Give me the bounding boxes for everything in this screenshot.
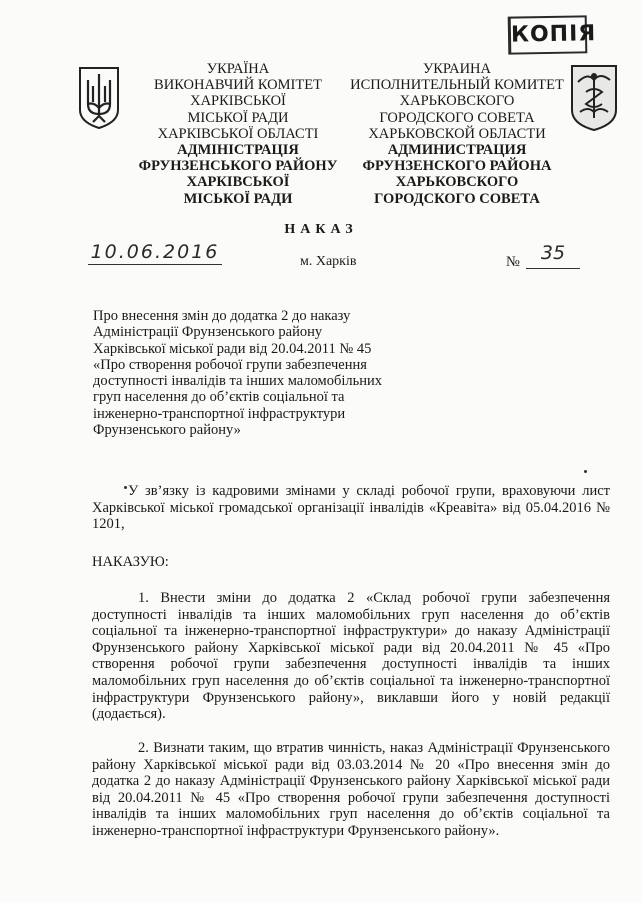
document-date: 10.06.2016 [88, 240, 222, 265]
scan-speck [584, 470, 587, 473]
header-line: АДМИНИСТРАЦИЯ [387, 142, 527, 159]
header-line: МІСЬКОЇ РАДИ [183, 190, 293, 207]
header-line: УКРАИНА [422, 61, 492, 77]
order-heading: НАКАЗУЮ: [92, 554, 169, 570]
header-line: ХАРКІВСЬКОЇ [186, 174, 290, 191]
order-item-1: 1. Внести зміни до додатка 2 «Склад робочої групи забезпечення доступності інвалідів та інших маломобільних груп населення до об’єктів соціальної та інженерно-транспортної інфраструктури» до наказу Адміністрації Фрунзенського району Харківської міської ради від 20.04.2011 № 45 «Про створення робочої групи забезпечення доступності інвалідів та інших маломобільних груп населення до об’єктів соціальної та інженерно-транспортної інфраструктури Фрунзенського району», виклавши його у новій редакції (додається). [92, 590, 610, 723]
header-line: ХАРКІВСЬКОЇ ОБЛАСТІ [157, 125, 319, 142]
header-line: ФРУНЗЕНСКОГО РАЙОНА [362, 158, 552, 175]
header-line: ХАРКІВСЬКОЇ [190, 93, 286, 110]
document-number-label: № [506, 254, 520, 270]
kharkiv-coat-of-arms [568, 62, 620, 132]
header-russian [350, 61, 564, 207]
subject-line: інженерно-транспортної інфраструктури [93, 405, 346, 422]
document-subject [93, 308, 423, 438]
header-ukrainian [138, 61, 338, 207]
ukraine-trident-emblem [76, 64, 122, 130]
header-line: ВИКОНАВЧИЙ КОМІТЕТ [154, 77, 322, 94]
subject-line: Харківської міської ради від 20.04.2011 № 45 [93, 340, 372, 357]
header-line: ГОРОДСКОГО СОВЕТА [379, 109, 535, 126]
document-city: м. Харків [300, 254, 357, 269]
header-line: ИСПОЛНИТЕЛЬНЫЙ КОМИТЕТ [350, 77, 564, 94]
document-number: 35 [526, 238, 580, 269]
header-line: ХАРЬКОВСКОГО [395, 174, 519, 191]
preamble-paragraph: У зв’язку із кадровими змінами у складі робочої групи, враховуючи лист Харківської міської громадської організації інвалідів «Креавіта» від 05.04.2016 № 1201, [92, 483, 610, 533]
header-line: АДМІНІСТРАЦІЯ [177, 142, 299, 159]
document-title: НАКАЗ [284, 222, 358, 237]
subject-line: груп населення до об’єктів соціальної та [93, 389, 345, 406]
header-line: ХАРЬКОВСКОГО [399, 93, 515, 110]
copy-stamp: КОПІЯ [508, 15, 588, 54]
subject-line: «Про створення робочої групи забезпечення [93, 356, 367, 373]
header-line: ХАРЬКОВСКОЙ ОБЛАСТИ [368, 125, 546, 142]
header-line: ФРУНЗЕНСЬКОГО РАЙОНУ [138, 158, 338, 175]
subject-line: Адміністрації Фрунзенського району [93, 324, 323, 341]
header-line: МІСЬКОЇ РАДИ [187, 109, 289, 126]
order-item-2: 2. Визнати таким, що втратив чинність, наказ Адміністрації Фрунзенського району Харківської міської ради від 03.03.2014 № 20 «Про внесення змін до додатка 2 до наказу Адміністрації Фрунзенського району Харківської міської ради від 20.04.2011 № 45 «Про створення робочої групи забезпечення доступності інвалідів та інших маломобільних груп населення до об’єктів соціальної та інженерно-транспортної інфраструктури Фрунзенського району». [92, 740, 610, 839]
subject-line: доступності інвалідів та інших маломобільних [93, 373, 382, 390]
header-line: ГОРОДСКОГО СОВЕТА [374, 190, 540, 207]
subject-line: Фрунзенського району» [93, 422, 241, 439]
header-line: УКРАЇНА [206, 61, 270, 77]
subject-line: Про внесення змін до додатка 2 до наказу [93, 308, 351, 324]
